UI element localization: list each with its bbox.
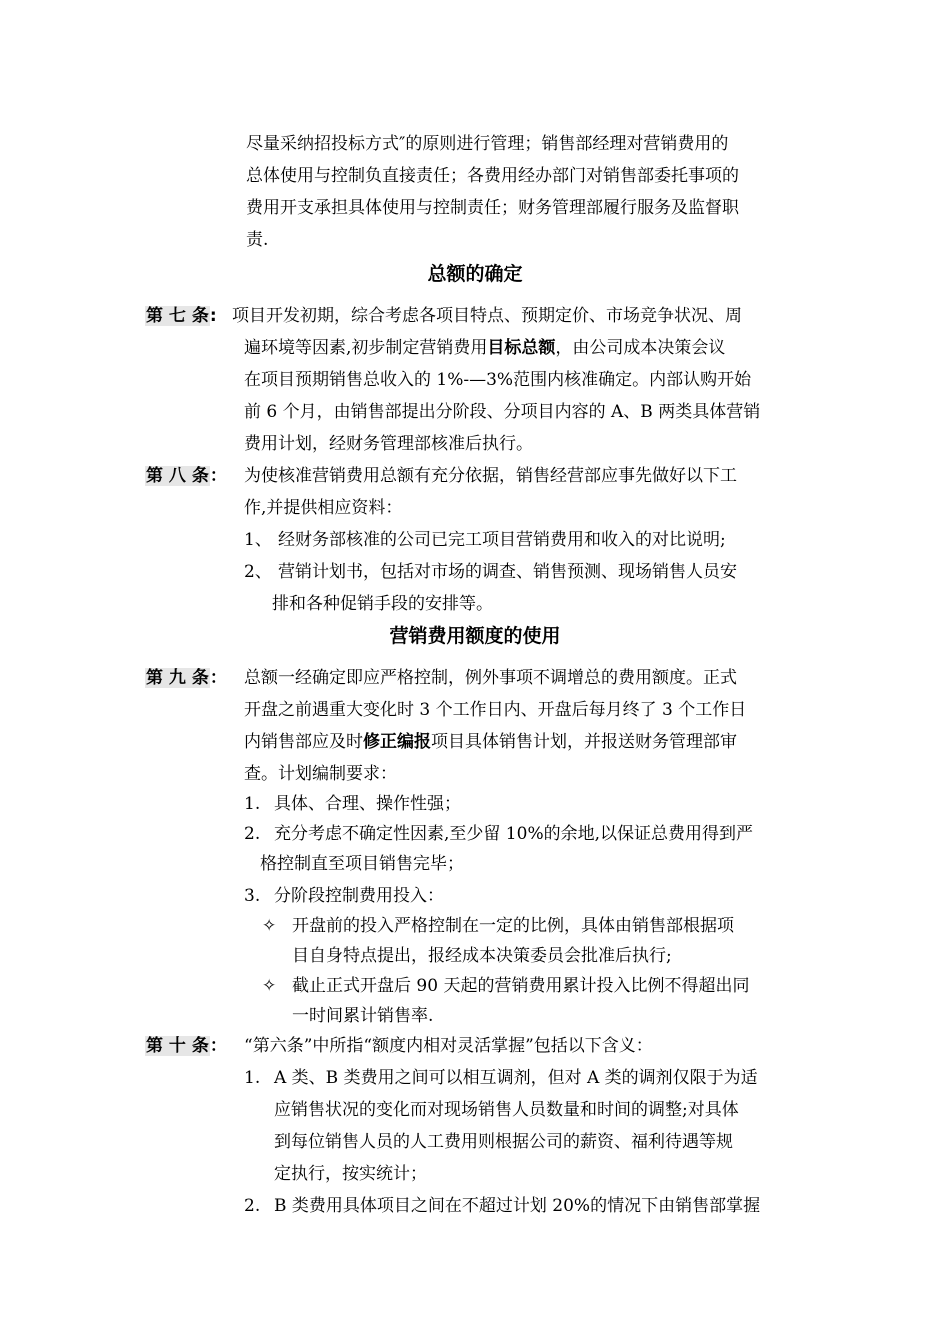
article-10-item-2-number: 2. (244, 1196, 261, 1216)
article-9-line-3-pre: 内销售部应及时 (244, 732, 363, 752)
article-9-item-2-number: 2. (244, 824, 261, 844)
article-10-item-1-line-2: 应销售状况的变化而对现场销售人员数量和时间的调整;对具体 (274, 1100, 739, 1120)
article-7-emphasis: 目标总额 (487, 338, 556, 358)
article-8-item-2-number: 2、 (244, 562, 272, 582)
article-9-line-2: 开盘之前遇重大变化时 3 个工作日内、开盘后每月终了 3 个工作日 (244, 700, 747, 720)
article-10-item-2-line-1: B 类费用具体项目之间在不超过计划 20%的情况下由销售部掌握 (274, 1196, 761, 1216)
article-9-colon: ： (209, 668, 227, 688)
article-9-line-3 (244, 726, 737, 759)
article-10-item-1-line-3: 到每位销售人员的人工费用则根据公司的薪资、福利待遇等规 (274, 1132, 733, 1152)
article-7-label (145, 300, 217, 333)
section-heading-total-amount: 总额的确定 (427, 263, 523, 285)
article-9-label (145, 662, 227, 695)
article-9-subitem-2-line-2: 一时间累计销售率. (292, 1006, 434, 1026)
article-10-item-1-line-1: A 类、B 类费用之间可以相互调剂，但对 A 类的调剂仅限于为适 (274, 1068, 758, 1088)
section-heading-budget-usage: 营销费用额度的使用 (389, 625, 561, 647)
article-9-item-2-line-2: 格控制直至项目销售完毕； (260, 854, 464, 874)
article-8-item-2-line-1: 营销计划书，包括对市场的调查、销售预测、现场销售人员安 (278, 562, 737, 582)
article-10-label-text: 第 十 条 (146, 1036, 209, 1056)
article-7-label-text: 第 七 条 (146, 306, 209, 326)
article-7-colon: : (209, 306, 217, 326)
article-7-line-2-post: ，由公司成本决策会议 (555, 338, 726, 358)
article-9-item-3-line-1: 分阶段控制费用投入： (274, 886, 444, 906)
article-7-line-2 (244, 332, 725, 365)
article-9-item-2-line-1: 充分考虑不确定性因素,至少留 10%的余地,以保证总费用得到严 (274, 824, 753, 844)
article-9-subitem-2-line-1: 截止正式开盘后 90 天起的营销费用累计投入比例不得超出同 (292, 976, 750, 996)
article-9-emphasis: 修正编报 (363, 732, 431, 752)
article-7-line-5: 费用计划，经财务管理部核准后执行。 (244, 434, 533, 454)
diamond-bullet-icon: ✧ (262, 916, 277, 936)
article-7-line-4: 前 6 个月，由销售部提出分阶段、分项目内容的 A、B 两类具体营销 (244, 402, 761, 422)
article-10-item-1-number: 1. (244, 1068, 261, 1088)
article-9-subitem-1-line-1: 开盘前的投入严格控制在一定的比例，具体由销售部根据项 (292, 916, 734, 936)
article-9-label-text: 第 九 条 (146, 668, 209, 688)
article-9-item-1-number: 1. (244, 794, 261, 814)
article-10-label (145, 1030, 227, 1063)
article-8-line-1: 为使核准营销费用总额有充分依据，销售经营部应事先做好以下工 (244, 466, 737, 486)
intro-line-1: 尽量采纳招投标方式″的原则进行管理；销售部经理对营销费用的 (246, 134, 729, 154)
article-8-line-2: 作,并提供相应资料： (244, 498, 403, 518)
article-9-line-1: 总额一经确定即应严格控制，例外事项不调增总的费用额度。正式 (244, 668, 737, 688)
intro-line-2: 总体使用与控制负直接责任；各费用经办部门对销售部委托事项的 (246, 166, 739, 186)
article-8-colon: ： (209, 466, 227, 486)
article-7-line-1: 项目开发初期，综合考虑各项目特点、预期定价、市场竞争状况、周 (232, 306, 742, 326)
article-9-line-4: 查。计划编制要求： (244, 764, 397, 784)
article-10-item-1-line-4: 定执行，按实统计； (274, 1164, 427, 1184)
article-9-line-3-post: 项目具体销售计划，并报送财务管理部审 (431, 732, 737, 752)
intro-line-3: 费用开支承担具体使用与控制责任；财务管理部履行服务及监督职 (246, 198, 739, 218)
article-8-label-text: 第 八 条 (146, 466, 209, 486)
article-9-item-3-number: 3. (244, 886, 261, 906)
article-10-colon: ： (209, 1036, 227, 1056)
article-7-line-3: 在项目预期销售总收入的 1%-—3%范围内核准确定。内部认购开始 (244, 370, 752, 390)
article-8-item-2-line-2: 排和各种促销手段的安排等。 (272, 594, 493, 614)
article-9-subitem-1-line-2: 目自身特点提出，报经成本决策委员会批准后执行; (292, 946, 672, 966)
article-8-item-1-line-1: 经财务部核准的公司已完工项目营销费用和收入的对比说明; (278, 530, 726, 550)
diamond-bullet-icon: ✧ (262, 976, 277, 996)
article-8-item-1-number: 1、 (244, 530, 272, 550)
article-7-line-2-pre: 遍环境等因素,初步制定营销费用 (244, 338, 488, 358)
article-8-label (145, 460, 227, 493)
intro-line-4: 责. (246, 230, 269, 250)
article-10-line-1: “第六条”中所指“额度内相对灵活掌握”包括以下含义： (244, 1036, 653, 1056)
article-9-item-1-line-1: 具体、合理、操作性强； (274, 794, 461, 814)
